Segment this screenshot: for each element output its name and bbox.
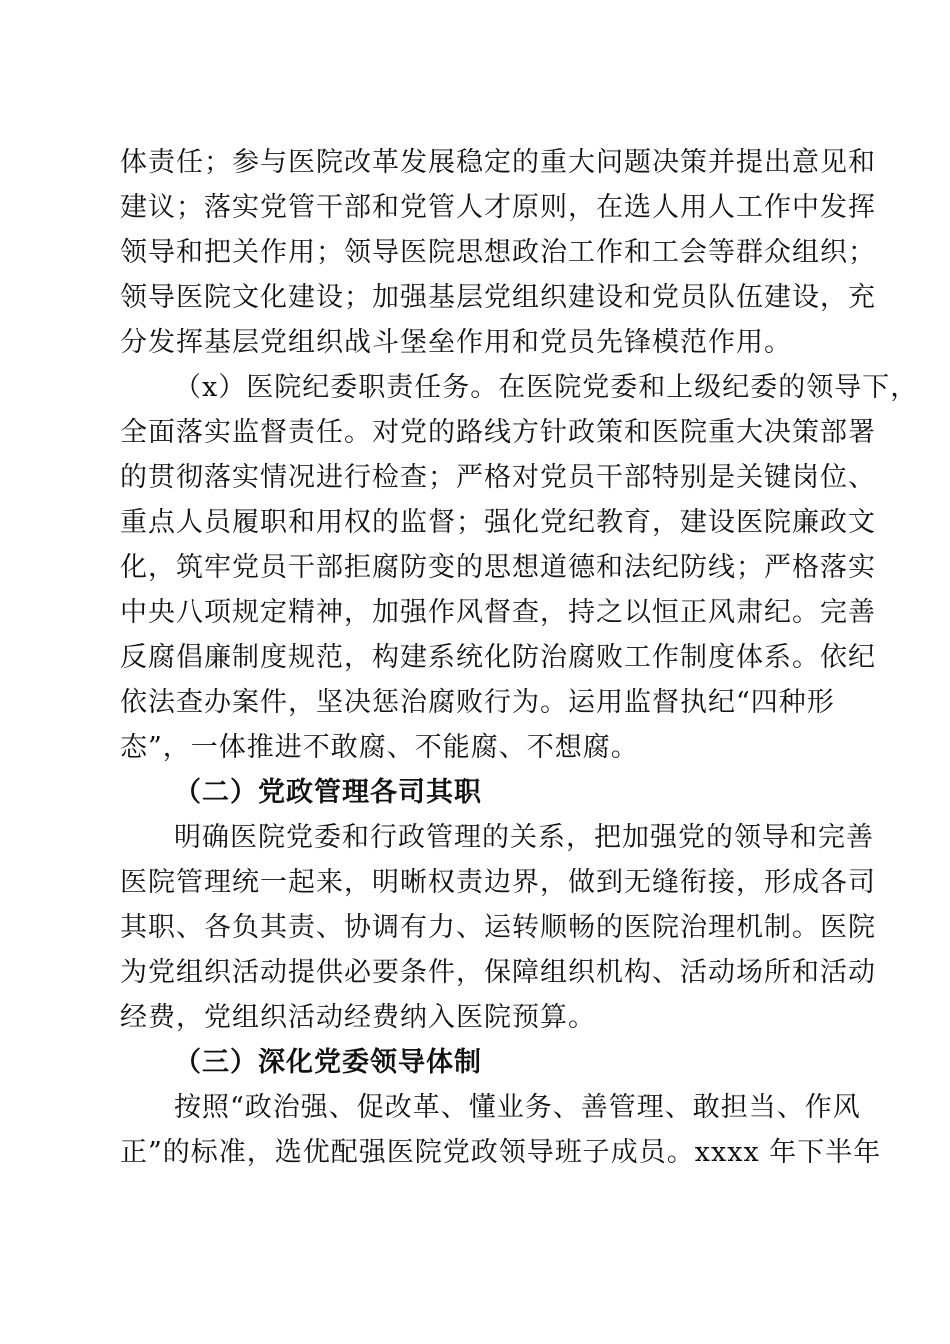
text-line: 经费，党组织活动经费纳入医院预算。 <box>120 1002 596 1033</box>
text-line: 明确医院党委和行政管理的关系，把加强党的领导和完善 <box>174 822 874 853</box>
text-line: 重点人员履职和用权的监督；强化党纪教育，建设医院廉政文 <box>120 507 876 538</box>
section-heading: （二）党政管理各司其职 <box>174 777 482 808</box>
text-line: 依法查办案件，坚决惩治腐败行为。运用监督执纪“四种形 <box>120 687 835 718</box>
text-line: 其职、各负其责、协调有力、运转顺畅的医院治理机制。医院 <box>120 912 876 943</box>
text-line: 全面落实监督责任。对党的路线方针政策和医院重大决策部署 <box>120 417 876 448</box>
text-line: 正”的标准，选优配强医院党政领导班子成员。xxxx 年下半年 <box>120 1137 882 1168</box>
text-line: 建议；落实党管干部和党管人才原则，在选人用人工作中发挥 <box>120 192 876 223</box>
text-line: 分发挥基层党组织战斗堡垒作用和党员先锋模范作用。 <box>120 327 792 358</box>
text-line: 医院管理统一起来，明晰权责边界，做到无缝衔接，形成各司 <box>120 867 876 898</box>
text-line: 领导医院文化建设；加强基层党组织建设和党员队伍建设，充 <box>120 282 876 313</box>
text-line: 的贯彻落实情况进行检查；严格对党员干部特别是关键岗位、 <box>120 462 876 493</box>
text-line: 按照“政治强、促改革、懂业务、善管理、敢担当、作风 <box>174 1092 861 1123</box>
text-line: 态”，一体推进不敢腐、不能腐、不想腐。 <box>120 732 639 763</box>
text-line: 体责任；参与医院改革发展稳定的重大问题决策并提出意见和 <box>120 147 876 178</box>
text-line: 化，筑牢党员干部拒腐防变的思想道德和法纪防线；严格落实 <box>120 552 876 583</box>
text-line: （x）医院纪委职责任务。在医院党委和上级纪委的领导下， <box>174 372 919 403</box>
text-line: 为党组织活动提供必要条件，保障组织机构、活动场所和活动 <box>120 957 876 988</box>
text-line: 反腐倡廉制度规范，构建系统化防治腐败工作制度体系。依纪 <box>120 642 876 673</box>
text-line: 中央八项规定精神，加强作风督查，持之以恒正风肃纪。完善 <box>120 597 876 628</box>
section-heading: （三）深化党委领导体制 <box>174 1047 482 1078</box>
text-line: 领导和把关作用；领导医院思想政治工作和工会等群众组织； <box>120 237 876 268</box>
